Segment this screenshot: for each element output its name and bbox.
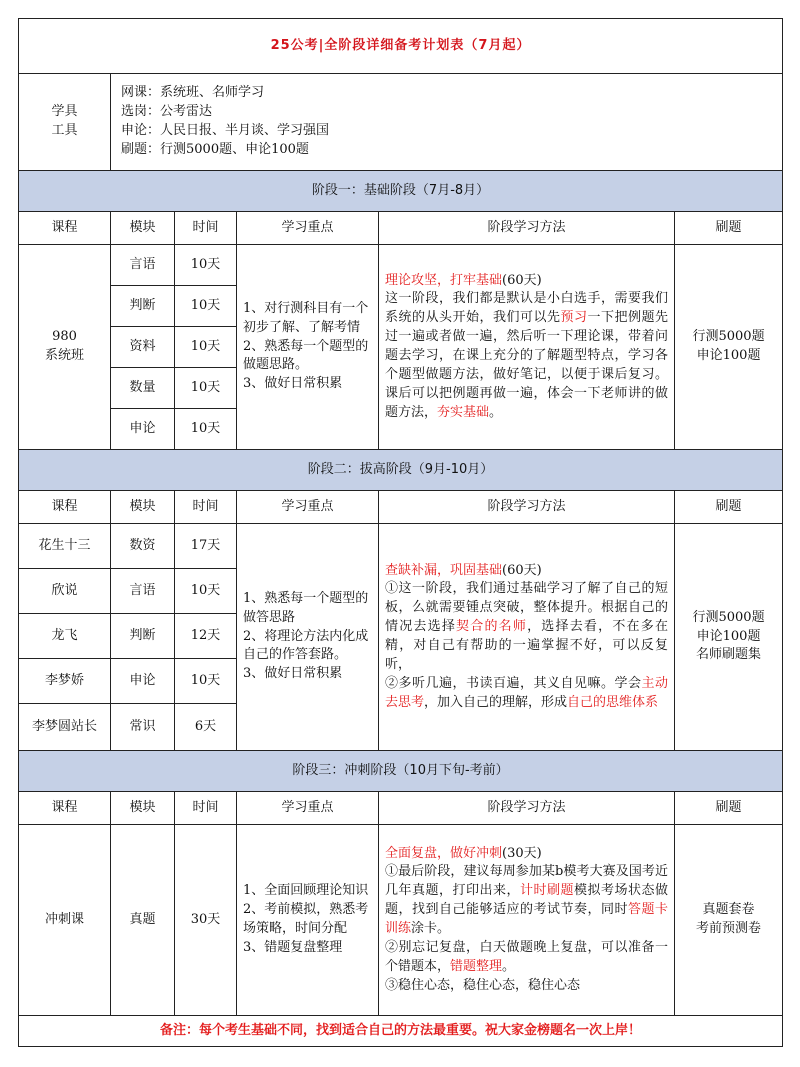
footer-note: 备注：每个考生基础不同，找到适合自己的方法最重要。祝大家金榜题名一次上岸！ bbox=[19, 1016, 783, 1047]
stage3-time: 30天 bbox=[175, 825, 237, 1016]
stage1-focus-item: 3、做好日常积累 bbox=[243, 376, 343, 392]
stage2-method-highlight: 主动去思考 bbox=[385, 675, 668, 710]
stage2-course: 李梦圆站长 bbox=[19, 704, 111, 751]
stage1-focus-item: 1、对行测科目有一个初步了解、了解考情 bbox=[243, 300, 369, 335]
stage2-method-text: ，加入自己的理解，形成 bbox=[424, 694, 568, 710]
stage1-course-line1: 980 bbox=[52, 329, 77, 345]
stage2-drill bbox=[675, 524, 783, 751]
study-plan-table bbox=[18, 18, 783, 1047]
stage3-method-heading: 全面复盘，做好冲刺 bbox=[385, 845, 503, 861]
stage2-header-row bbox=[19, 491, 783, 524]
table-row bbox=[19, 825, 783, 1016]
stage3-focus-item: 2、考前模拟，熟悉考场策略，时间分配 bbox=[243, 902, 369, 936]
stage1-method-heading: 理论攻坚，打牢基础 bbox=[385, 272, 503, 288]
stage1-time: 10天 bbox=[175, 409, 237, 450]
header-drill: 刷题 bbox=[675, 491, 783, 524]
stage2-method-highlight: 自己的思维体系 bbox=[567, 694, 659, 710]
tools-list bbox=[111, 74, 783, 171]
tools-label-line1: 学具 bbox=[51, 104, 78, 120]
stage2-time: 6天 bbox=[175, 704, 237, 751]
stage3-method-text: ③稳住心态，稳住心态，稳住心态 bbox=[385, 977, 581, 993]
stage3-drill-item: 真题套卷 bbox=[702, 902, 755, 918]
header-time: 时间 bbox=[175, 792, 237, 825]
stage3-method-days: (30天) bbox=[502, 845, 542, 861]
stage1-method-highlight: 预习 bbox=[560, 310, 588, 326]
tools-label bbox=[19, 74, 111, 171]
stage3-focus bbox=[237, 825, 379, 1016]
stage2-method bbox=[379, 524, 675, 751]
stage1-focus bbox=[237, 245, 379, 450]
stage2-course: 花生十三 bbox=[19, 524, 111, 569]
stage3-method-text: 涂卡。 bbox=[411, 921, 451, 936]
header-course: 课程 bbox=[19, 792, 111, 825]
stage2-time: 17天 bbox=[175, 524, 237, 569]
plan-sheet bbox=[18, 18, 782, 1048]
stage3-drill-item: 考前预测卷 bbox=[696, 921, 762, 936]
stage3-focus-item: 1、全面回顾理论知识 bbox=[243, 883, 369, 899]
stage2-module: 申论 bbox=[111, 659, 175, 704]
page-title: 25公考|全阶段详细备考计划表（7月起） bbox=[19, 19, 783, 74]
stage1-method-text: 这一阶段，我们都是默认是小白选手，需要我们系统的从头开始，我们可以先 bbox=[385, 291, 668, 326]
stage2-focus bbox=[237, 524, 379, 751]
table-row bbox=[19, 524, 783, 569]
stage2-focus-item: 2、将理论方法内化成自己的作答套路。 bbox=[243, 628, 369, 663]
stage2-drill-item: 名师刷题集 bbox=[696, 647, 762, 663]
stage1-course-line2: 系统班 bbox=[44, 348, 84, 363]
stage2-module: 常识 bbox=[111, 704, 175, 751]
stage1-drill bbox=[675, 245, 783, 450]
header-course: 课程 bbox=[19, 212, 111, 245]
stage2-drill-item: 行测5000题 bbox=[692, 609, 765, 625]
stage3-drill bbox=[675, 825, 783, 1016]
stage3-method-text: ②别忘记复盘，白天做题晚上复盘，可以准备一个错题本， bbox=[385, 939, 668, 974]
stage1-focus-item: 2、熟悉每一个题型的做题思路。 bbox=[243, 338, 369, 373]
stage3-method-highlight: 计时刷题 bbox=[519, 883, 574, 899]
stage1-bar: 阶段一：基础阶段（7月-8月） bbox=[19, 171, 783, 212]
stage2-focus-item: 3、做好日常积累 bbox=[243, 666, 343, 682]
header-time: 时间 bbox=[175, 491, 237, 524]
header-module: 模块 bbox=[111, 792, 175, 825]
stage1-time: 10天 bbox=[175, 245, 237, 286]
stage2-module: 言语 bbox=[111, 569, 175, 614]
stage1-module: 判断 bbox=[111, 286, 175, 327]
header-time: 时间 bbox=[175, 212, 237, 245]
stage1-time: 10天 bbox=[175, 286, 237, 327]
stage1-module: 申论 bbox=[111, 409, 175, 450]
stage1-method-text: 。 bbox=[489, 404, 503, 420]
stage1-method bbox=[379, 245, 675, 450]
stage2-course: 龙飞 bbox=[19, 614, 111, 659]
header-module: 模块 bbox=[111, 491, 175, 524]
stage2-method-days: (60天) bbox=[502, 562, 542, 578]
stage1-module: 数量 bbox=[111, 368, 175, 409]
stage2-module: 判断 bbox=[111, 614, 175, 659]
stage3-method-highlight: 错题整理 bbox=[450, 958, 503, 974]
stage3-method bbox=[379, 825, 675, 1016]
header-method: 阶段学习方法 bbox=[379, 491, 675, 524]
stage1-method-text: 一下把例题先过一遍或者做一遍，然后听一下理论课，带着问题去学习，在课上充分的了解题型特点，学习各个题型做题方法，做好笔记，以便于课后复习。课后可以把例题再做一遍，体会一下老师讲的做题方法， bbox=[385, 310, 668, 420]
stage2-time: 10天 bbox=[175, 569, 237, 614]
stage1-module: 言语 bbox=[111, 245, 175, 286]
stage3-focus-item: 3、错题复盘整理 bbox=[243, 939, 343, 955]
stage2-method-highlight: 契合的名师 bbox=[456, 619, 528, 635]
stage3-method-text: 模拟考场状态做题，找到自己能够适应的考试节奏，同时 bbox=[385, 883, 668, 918]
stage3-course: 冲刺课 bbox=[19, 825, 111, 1016]
stage1-module: 资料 bbox=[111, 327, 175, 368]
stage3-method-text: 。 bbox=[502, 958, 516, 974]
stage2-focus-item: 1、熟悉每一个题型的做答思路 bbox=[243, 590, 369, 625]
stage3-method-text: ①最后阶段，建议每周参加某b模考大赛及国考近几年真题，打印出来， bbox=[385, 864, 668, 899]
header-course: 课程 bbox=[19, 491, 111, 524]
stage1-header-row bbox=[19, 212, 783, 245]
stage2-drill-item: 申论100题 bbox=[696, 628, 761, 644]
tools-label-line2: 工具 bbox=[51, 123, 78, 138]
stage2-bar: 阶段二：拔高阶段（9月-10月） bbox=[19, 450, 783, 491]
stage1-drill-item: 行测5000题 bbox=[692, 329, 765, 345]
stage1-method-highlight: 夯实基础 bbox=[437, 404, 490, 420]
header-focus: 学习重点 bbox=[237, 212, 379, 245]
stage2-method-text: ①这一阶段，我们通过基础学习了解了自己的短板，么就需要锺点突破，整体提升。根据自己的情况去选择 bbox=[385, 581, 668, 635]
header-focus: 学习重点 bbox=[237, 792, 379, 825]
stage2-time: 10天 bbox=[175, 659, 237, 704]
stage1-time: 10天 bbox=[175, 368, 237, 409]
header-method: 阶段学习方法 bbox=[379, 792, 675, 825]
stage2-time: 12天 bbox=[175, 614, 237, 659]
stage1-drill-item: 申论100题 bbox=[696, 348, 761, 363]
tools-item-essay: 申论：人民日报、半月谈、学习强国 bbox=[121, 123, 330, 138]
stage3-module: 真题 bbox=[111, 825, 175, 1016]
header-drill: 刷题 bbox=[675, 792, 783, 825]
header-drill: 刷题 bbox=[675, 212, 783, 245]
stage2-course: 李梦娇 bbox=[19, 659, 111, 704]
header-method: 阶段学习方法 bbox=[379, 212, 675, 245]
tools-item-position: 选岗：公考雷达 bbox=[121, 104, 213, 120]
stage1-method-days: (60天) bbox=[502, 272, 542, 288]
header-module: 模块 bbox=[111, 212, 175, 245]
stage2-course: 欣说 bbox=[19, 569, 111, 614]
stage3-header-row bbox=[19, 792, 783, 825]
stage1-course bbox=[19, 245, 111, 450]
header-focus: 学习重点 bbox=[237, 491, 379, 524]
stage1-time: 10天 bbox=[175, 327, 237, 368]
table-row bbox=[19, 245, 783, 286]
stage3-bar: 阶段三：冲刺阶段（10月下旬-考前） bbox=[19, 751, 783, 792]
tools-item-course: 网课：系统班、名师学习 bbox=[121, 85, 265, 101]
stage2-method-text: ②多听几遍，书读百遍，其义自见嘛。学会 bbox=[385, 675, 642, 691]
stage3-method-highlight: 答题卡训练 bbox=[385, 902, 668, 936]
stage2-module: 数资 bbox=[111, 524, 175, 569]
stage2-method-text: ，选择去看，不在多在精，对自己有帮助的一遍掌握不好，可以反复听， bbox=[385, 619, 668, 672]
stage2-method-heading: 查缺补漏，巩固基础 bbox=[385, 562, 503, 578]
tools-item-practice: 刷题：行测5000题、申论100题 bbox=[121, 141, 309, 157]
